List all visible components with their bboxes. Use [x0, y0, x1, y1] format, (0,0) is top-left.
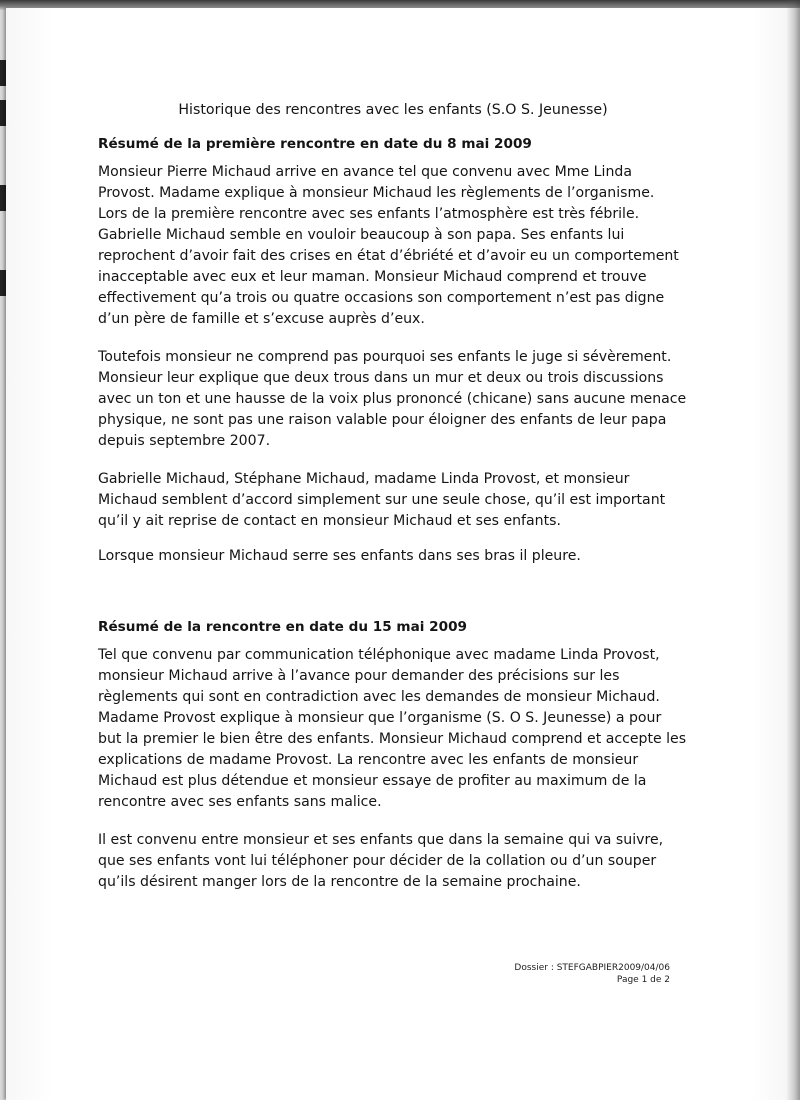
- section-second-meeting: [98, 619, 688, 893]
- paragraph: Gabrielle Michaud, Stéphane Michaud, madame Linda Provost, et monsieur Michaud semblent d’accord simplement sur une seule chose, qu’il est important qu’il y ait reprise de contact en monsieur Michaud et ses enfants.: [98, 471, 666, 529]
- paragraph: Monsieur Pierre Michaud arrive en avance tel que convenu avec Mme Linda Provost. Madame explique à monsieur Michaud les règlements de l’organisme. Lors de la première rencontre avec ses enfants l’atmosphère est très fébrile. Gabrielle Michaud semble en vouloir beaucoup à son papa. Ses enfants lui reprochent d’avoir fait des crises en état d’ébriété et d’avoir eu un comportement inacceptable avec eux et leur maman. Monsieur Michaud comprend et trouve effectivement qu’a trois ou quatre occasions son comportement n’est pas digne d’un père de famille et s’excuse auprès d’eux.: [98, 164, 679, 327]
- document-body: [98, 102, 688, 910]
- paragraph: Il est convenu entre monsieur et ses enfants que dans la semaine qui va suivre, que ses enfants vont lui téléphoner pour décider de la collation ou d’un souper qu’ils désirent manger lors de la rencontre de la semaine prochaine.: [98, 832, 664, 890]
- document-title: Historique des rencontres avec les enfants (S.O S. Jeunesse): [178, 102, 608, 118]
- paragraph: Toutefois monsieur ne comprend pas pourquoi ses enfants le juge si sévèrement. Monsieur leur explique que deux trous dans un mur et deux ou trois discussions avec un ton et une hausse de la voix plus prononcé (chicane) sans aucune menace physique, ne sont pas une raison valable pour éloigner des enfants de leur papa depuis septembre 2007.: [98, 349, 687, 449]
- page-number: Page 1 de 2: [616, 975, 670, 985]
- dossier-reference: Dossier : STEFGABPIER2009/04/06: [514, 963, 670, 973]
- page-footer: [514, 962, 670, 986]
- scan-right-edge: [786, 0, 800, 1100]
- paragraph: Tel que convenu par communication téléphonique avec madame Linda Provost, monsieur Michaud arrive à l’avance pour demander des précisions sur les règlements qui sont en contradiction avec les demandes de monsieur Michaud. Madame Provost explique à monsieur que l’organisme (S. O S. Jeunesse) a pour but la premier le bien être des enfants. Monsieur Michaud comprend et accepte les explications de madame Provost. La rencontre avec les enfants de monsieur Michaud est plus détendue et monsieur essaye de profiter au maximum de la rencontre avec ses enfants sans malice.: [98, 647, 687, 810]
- document-page: [6, 8, 800, 1100]
- section-heading: Résumé de la rencontre en date du 15 mai 2009: [98, 619, 467, 635]
- section-first-meeting: [98, 136, 688, 567]
- paragraph: Lorsque monsieur Michaud serre ses enfants dans ses bras il pleure.: [98, 548, 581, 564]
- section-heading: Résumé de la première rencontre en date du 8 mai 2009: [98, 136, 532, 152]
